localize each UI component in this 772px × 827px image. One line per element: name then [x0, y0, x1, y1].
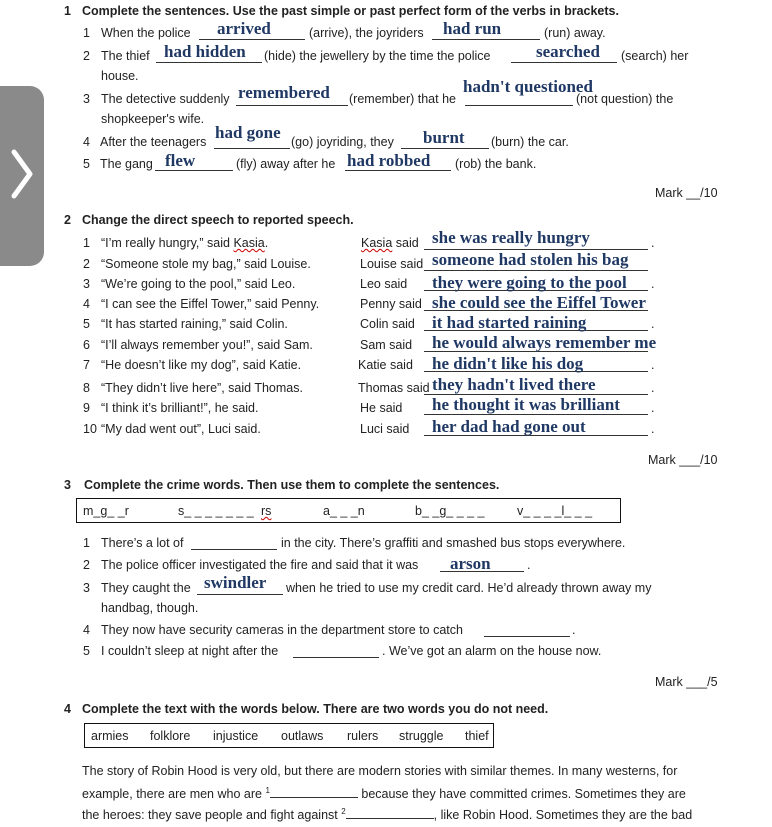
s2-row-answer[interactable]: they were going to the pool [432, 273, 627, 292]
s2-row-end: . [651, 277, 655, 291]
word-bank-item: thief [465, 729, 489, 743]
s2-row-end: . [651, 401, 655, 415]
s2-row-answer[interactable]: her dad had gone out [432, 417, 586, 436]
word-bank-item: armies [91, 729, 129, 743]
s1-row-2-text-c: (search) her [621, 49, 689, 63]
section-3-number: 3 [64, 478, 71, 492]
crime-word-3: a_ _ _n [323, 504, 365, 518]
s1-row-3-continuation: shopkeeper's wife. [101, 112, 205, 126]
s3-row-5-num: 5 [83, 644, 90, 658]
s2-row-reporter: Louise said [360, 257, 424, 271]
s1-row-1-num: 1 [83, 26, 90, 40]
s2-row-answer[interactable]: they hadn't lived there [432, 375, 596, 394]
word-bank-item: rulers [347, 729, 379, 743]
s3-row-1-text-b: in the city. There’s graffiti and smashed bus stops everywhere. [281, 536, 626, 550]
s2-row-quote: “Someone stole my bag,” said Louise. [101, 257, 311, 271]
s2-row-end: . [651, 358, 655, 372]
crime-word-2-end: rs [261, 504, 272, 518]
s3-row-3-answer[interactable]: swindler [204, 573, 267, 592]
s2-row-num: 5 [83, 317, 90, 331]
s1-row-5-text-b: (fly) away after he [236, 157, 336, 171]
s2-row-num: 2 [83, 257, 90, 271]
s1-row-5-answer-1[interactable]: flew [165, 151, 196, 170]
s2-row-quote: “He doesn’t like my dog”, said Katie. [101, 358, 302, 372]
s3-row-2-text-a: The police officer investigated the fire and said that it was [101, 558, 419, 572]
section-2-heading: Change the direct speech to reported speech. [82, 213, 354, 227]
s2-row-answer[interactable]: it had started raining [432, 313, 587, 332]
s3-row-2-text-b: . [527, 558, 531, 572]
s3-row-3-text-a: They caught the [101, 581, 191, 595]
s2-row-num: 4 [83, 297, 90, 311]
section-1-number: 1 [64, 4, 71, 18]
s3-row-1-num: 1 [83, 536, 90, 550]
s1-row-5-num: 5 [83, 157, 90, 171]
section-1-heading: Complete the sentences. Use the past simple or past perfect form of the verbs in brackets. [82, 4, 619, 18]
s2-row-answer[interactable]: she was really hungry [432, 228, 590, 247]
s1-row-3-answer-1[interactable]: remembered [238, 83, 330, 102]
s2-row-quote: “They didn’t live here”, said Thomas. [101, 381, 303, 395]
section-1-mark: Mark __/10 [655, 186, 718, 200]
s2-row-reporter: Penny said [360, 297, 422, 311]
s1-row-2-text-a: The thief [101, 49, 150, 63]
section-4-number: 4 [64, 702, 71, 716]
s2-row-reporter: Thomas said [358, 381, 430, 395]
s4-paragraph-line-2: example, there are men who are $^1$ because they have committed crimes. Sometimes they are [82, 786, 686, 802]
s3-row-2-answer[interactable]: arson [450, 554, 491, 573]
s1-row-4-num: 4 [83, 135, 90, 149]
s4-blank-2[interactable] [346, 805, 434, 819]
s3-row-5-text-a: I couldn’t sleep at night after the [101, 644, 279, 658]
s2-row-num: 3 [83, 277, 90, 291]
s1-row-3-answer-2[interactable]: hadn't questioned [463, 77, 593, 96]
s2-row-answer[interactable]: she could see the Eiffel Tower [432, 293, 646, 312]
crime-word-2: s_ _ _ _ _ _ _ [178, 504, 254, 518]
s2-row-reporter: Kasia said [361, 236, 419, 250]
s1-row-3-num: 3 [83, 92, 90, 106]
word-bank-item: struggle [399, 729, 444, 743]
s3-row-4-num: 4 [83, 623, 90, 637]
s1-row-4-text-b: (go) joyriding, they [291, 135, 394, 149]
s2-row-num: 10 [83, 422, 97, 436]
s3-row-5-blank[interactable] [293, 657, 379, 658]
s2-row-end: . [651, 422, 655, 436]
s2-row-quote: “It has started raining,” said Colin. [101, 317, 288, 331]
s2-row-reporter: Katie said [358, 358, 413, 372]
s2-row-answer[interactable]: he didn't like his dog [432, 354, 584, 373]
s1-row-5-text-c: (rob) the bank. [455, 157, 537, 171]
s2-row-quote: “My dad went out”, Luci said. [101, 422, 261, 436]
section-4-heading: Complete the text with the words below. There are two words you do not need. [82, 702, 549, 716]
s2-row-end: . [651, 381, 655, 395]
s3-row-4-blank[interactable] [484, 636, 570, 637]
s2-row-num: 1 [83, 236, 90, 250]
section-2-mark: Mark ___/10 [648, 453, 718, 467]
s2-row-answer[interactable]: he thought it was brilliant [432, 395, 620, 414]
s2-row-quote: “I’ll always remember you!”, said Sam. [101, 338, 313, 352]
s2-row-answer[interactable]: he would always remember me [432, 333, 657, 352]
crime-words-box [76, 498, 621, 523]
crime-word-4: b_ _g_ _ _ _ [415, 504, 485, 518]
s3-row-2-num: 2 [83, 558, 90, 572]
s1-row-2-answer-2[interactable]: searched [536, 42, 600, 61]
s2-row-quote: “I can see the Eiffel Tower,” said Penny. [101, 297, 320, 311]
s1-row-4-answer-2[interactable]: burnt [423, 128, 465, 147]
s4-blank-1[interactable] [270, 784, 358, 798]
s1-row-4-answer-1[interactable]: had gone [215, 123, 281, 142]
s2-row-reporter: Sam said [360, 338, 413, 352]
side-panel-tab[interactable] [0, 86, 44, 266]
s3-row-5-text-b: . We’ve got an alarm on the house now. [382, 644, 602, 658]
s3-row-3-continuation: handbag, though. [101, 601, 199, 615]
section-2-number: 2 [64, 213, 71, 227]
s1-row-2-text-b: (hide) the jewellery by the time the police [264, 49, 491, 63]
s4-paragraph-line-3: the heroes: they save people and fight against $^2$ , like Robin Hood. Sometimes they are the bad [82, 807, 693, 823]
word-bank-item: injustice [213, 729, 259, 743]
s2-row-num: 9 [83, 401, 90, 415]
s3-row-3-num: 3 [83, 581, 90, 595]
s1-row-2-answer-1[interactable]: had hidden [164, 42, 246, 61]
chevron-right-icon [10, 148, 34, 200]
s1-row-5-text-a: The gang [100, 157, 153, 171]
s2-row-reporter: Colin said [360, 317, 415, 331]
s1-row-1-answer-2[interactable]: had run [443, 19, 502, 38]
s2-row-reporter: Luci said [360, 422, 410, 436]
word-bank-item: outlaws [281, 729, 324, 743]
s2-row-reporter: He said [360, 401, 403, 415]
s3-row-1-blank[interactable] [191, 549, 277, 550]
s2-row-quote: “I think it’s brilliant!”, he said. [101, 401, 259, 415]
s1-row-3-text-b: (remember) that he [349, 92, 456, 106]
s2-row-num: 6 [83, 338, 90, 352]
s1-row-1-answer-1[interactable]: arrived [217, 19, 271, 38]
s2-row-end: . [651, 317, 655, 331]
word-bank-box [84, 723, 494, 748]
s3-row-1-text-a: There’s a lot of [101, 536, 184, 550]
s4-paragraph-line-1: The story of Robin Hood is very old, but there are modern stories with similar themes. In many westerns, for [82, 764, 678, 778]
s1-row-1-text-a: When the police [101, 26, 191, 40]
s1-row-3-text-c: (not question) the [576, 92, 674, 106]
crime-word-1: m_g_ _r [83, 504, 129, 518]
section-3-heading: Complete the crime words. Then use them to complete the sentences. [84, 478, 500, 492]
s3-row-4-text-a: They now have security cameras in the department store to catch [101, 623, 463, 637]
s1-row-1-text-b: (arrive), the joyriders [309, 26, 424, 40]
s1-row-2-continuation: house. [101, 69, 139, 83]
crime-word-5: v_ _ _ _l_ _ _ [517, 504, 593, 518]
word-bank-item: folklore [150, 729, 191, 743]
s2-row-quote: “I’m really hungry,” said Kasia. [101, 236, 269, 250]
s1-row-4-text-a: After the teenagers [100, 135, 207, 149]
s1-row-1-text-c: (run) away. [544, 26, 606, 40]
s3-row-3-text-b: when he tried to use my credit card. He’d already thrown away my [286, 581, 652, 595]
s2-row-reporter: Leo said [360, 277, 408, 291]
s1-row-4-text-c: (burn) the car. [491, 135, 569, 149]
s1-row-3-text-a: The detective suddenly [101, 92, 230, 106]
s1-row-2-num: 2 [83, 49, 90, 63]
s3-row-4-text-b: . [572, 623, 576, 637]
s2-row-num: 7 [83, 358, 90, 372]
s2-row-answer[interactable]: someone had stolen his bag [432, 250, 629, 269]
s2-row-quote: “We’re going to the pool,” said Leo. [101, 277, 296, 291]
section-3-mark: Mark ___/5 [655, 675, 718, 689]
s1-row-5-answer-2[interactable]: had robbed [347, 151, 431, 170]
s2-row-end: . [651, 236, 655, 250]
s2-row-num: 8 [83, 381, 90, 395]
